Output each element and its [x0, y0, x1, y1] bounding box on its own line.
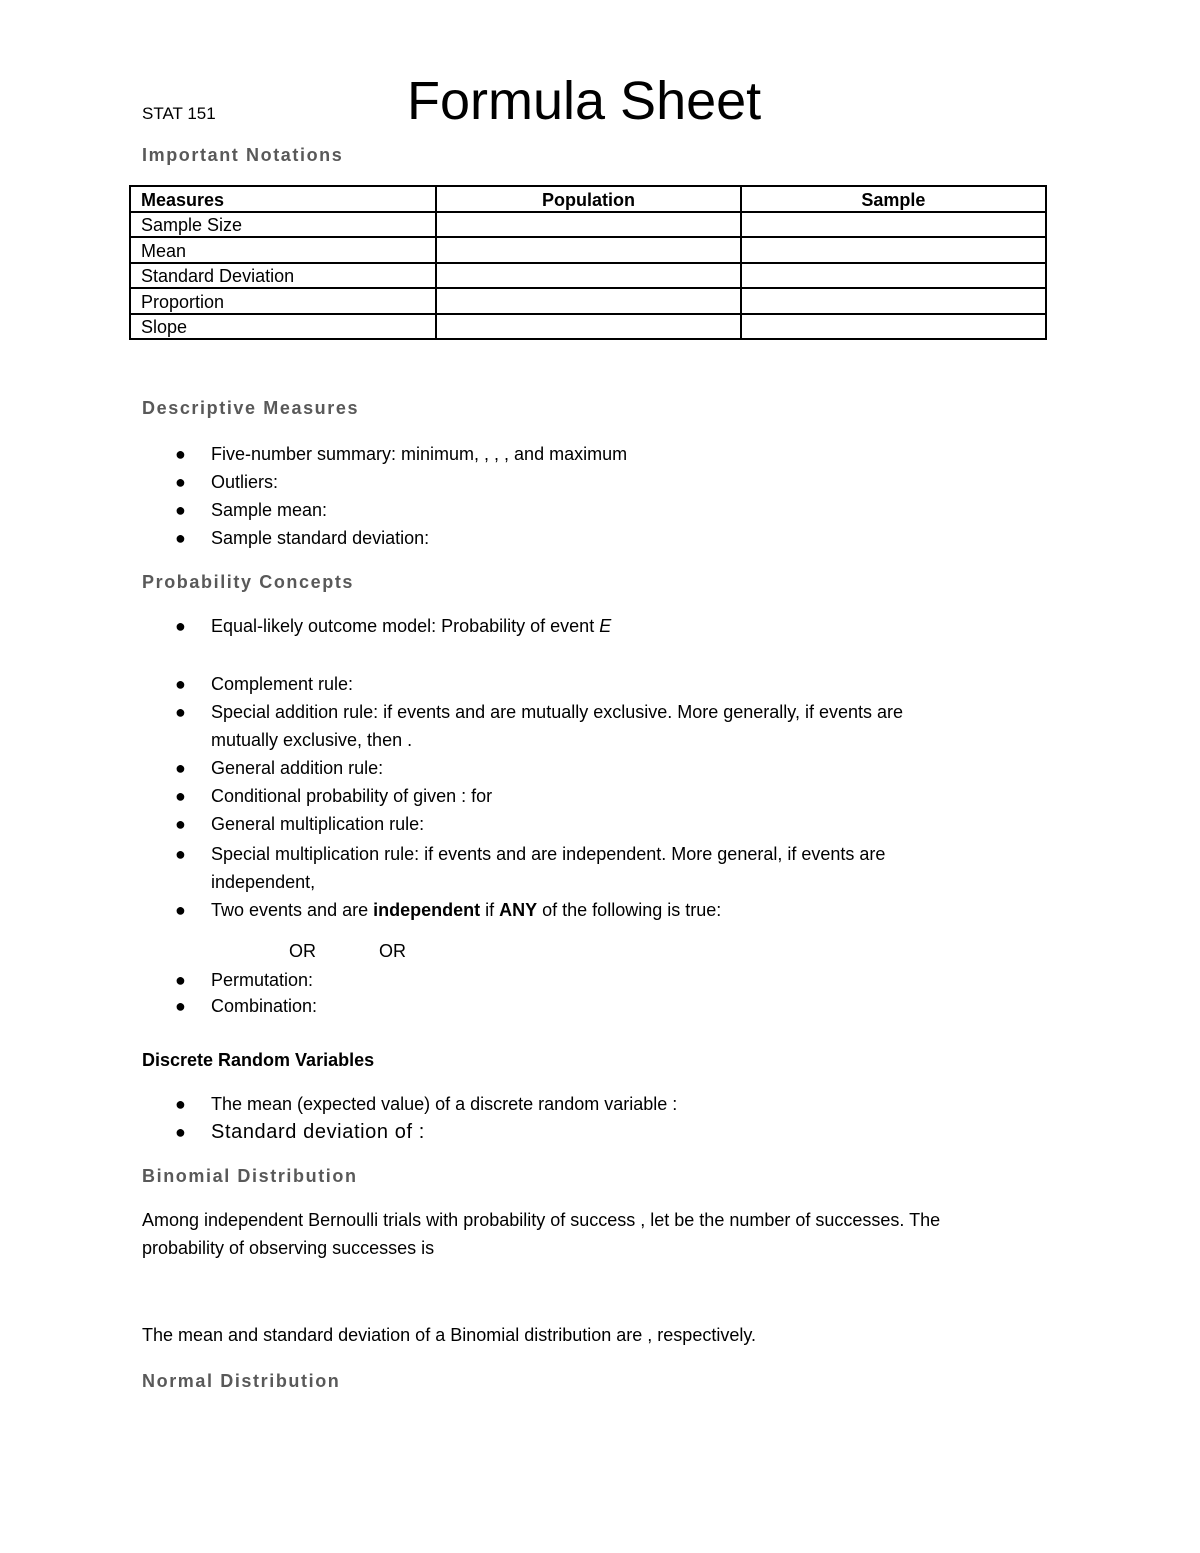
list-item [175, 782, 493, 810]
table-row [130, 237, 1046, 263]
row-label: Slope [130, 314, 436, 340]
list-item-continuation: mutually exclusive, then . [211, 730, 413, 750]
list-item-text: Combination: [211, 996, 318, 1016]
bullet-icon: ● [175, 758, 186, 778]
equal-likely-text: Equal-likely outcome model: Probability of event [211, 616, 600, 636]
bullet-icon: ● [175, 674, 186, 694]
table-cell [741, 314, 1046, 340]
bullet-icon: ● [175, 1094, 186, 1114]
row-label: Mean [130, 237, 436, 263]
bullet-icon: ● [175, 702, 186, 722]
list-item-text: Complement rule: [211, 674, 354, 694]
list-item [175, 698, 904, 726]
two-events-text: if [480, 900, 500, 920]
list-item [175, 896, 722, 924]
or-label: OR [289, 941, 316, 961]
table-cell [741, 212, 1046, 238]
list-item [175, 810, 425, 838]
discrete-heading: Discrete Random Variables [142, 1050, 375, 1070]
binomial-paragraph: probability of observing successes is [142, 1238, 435, 1258]
bullet-icon: ● [175, 472, 186, 492]
list-item [175, 670, 354, 698]
bullet-icon: ● [175, 970, 186, 990]
list-item-text [211, 896, 721, 924]
table-row [130, 212, 1046, 238]
list-item-text: Outliers: [211, 472, 279, 492]
list-item-text: Special addition rule: if events and are mutually exclusive. More generally, if events are [211, 702, 904, 722]
binomial-heading: Binomial Distribution [142, 1166, 358, 1186]
course-code: STAT 151 [142, 104, 216, 123]
table-cell [436, 288, 740, 314]
two-events-text: Two events and are [211, 900, 374, 920]
column-header: Measures [130, 186, 436, 212]
table-cell [436, 263, 740, 289]
list-item-text: Conditional probability of given : for [211, 786, 493, 806]
table-cell [741, 263, 1046, 289]
list-item-continuation: independent, [211, 872, 316, 892]
list-item [175, 524, 430, 552]
row-label: Sample Size [130, 212, 436, 238]
binomial-paragraph: The mean and standard deviation of a Binomial distribution are , respectively. [142, 1325, 757, 1345]
column-header: Sample [741, 186, 1046, 212]
bullet-icon: ● [175, 814, 186, 834]
two-events-bold: independent [373, 900, 481, 920]
normal-heading: Normal Distribution [142, 1371, 341, 1391]
descriptive-heading: Descriptive Measures [142, 398, 360, 418]
list-item-text: Sample standard deviation: [211, 528, 430, 548]
list-item [175, 992, 318, 1020]
table-row [130, 288, 1046, 314]
list-item [175, 496, 328, 524]
list-item-text: Permutation: [211, 970, 314, 990]
bullet-icon: ● [175, 900, 186, 920]
table-cell [741, 288, 1046, 314]
table-cell [436, 212, 740, 238]
or-label: OR [379, 941, 406, 961]
table-cell [741, 237, 1046, 263]
bullet-icon: ● [175, 844, 186, 864]
table-header-row [130, 186, 1046, 212]
two-events-bold: ANY [499, 900, 538, 920]
row-label: Proportion [130, 288, 436, 314]
notations-table [129, 185, 1047, 340]
list-item-text: Standard deviation of : [211, 1121, 425, 1143]
list-item [175, 966, 314, 994]
table-row [130, 263, 1046, 289]
bullet-icon: ● [175, 1122, 186, 1142]
notations-heading: Important Notations [142, 145, 344, 165]
list-item-text: General addition rule: [211, 758, 384, 778]
table-cell [436, 314, 740, 340]
probability-heading: Probability Concepts [142, 572, 355, 592]
table-cell [436, 237, 740, 263]
list-item-text [211, 612, 611, 640]
list-item [175, 440, 628, 468]
list-item-text: Five-number summary: minimum, , , , and maximum [211, 444, 628, 464]
bullet-icon: ● [175, 996, 186, 1016]
bullet-icon: ● [175, 786, 186, 806]
list-item [175, 468, 279, 496]
bullet-icon: ● [175, 528, 186, 548]
list-item [175, 612, 612, 640]
column-header: Population [436, 186, 740, 212]
list-item-text: General multiplication rule: [211, 814, 425, 834]
event-symbol: E [599, 616, 612, 636]
page-title: Formula Sheet [407, 71, 762, 131]
table-row [130, 314, 1046, 340]
bullet-icon: ● [175, 616, 186, 636]
two-events-text: of the following is true: [537, 900, 722, 920]
row-label: Standard Deviation [130, 263, 436, 289]
bullet-icon: ● [175, 500, 186, 520]
list-item-text: Sample mean: [211, 500, 328, 520]
bullet-icon: ● [175, 444, 186, 464]
list-item [175, 1118, 425, 1146]
list-item [175, 840, 886, 868]
list-item-text: The mean (expected value) of a discrete random variable : [211, 1094, 678, 1114]
list-item [175, 1090, 678, 1118]
list-item-text: Special multiplication rule: if events and are independent. More general, if events are [211, 844, 886, 864]
list-item [175, 754, 384, 782]
binomial-paragraph: Among independent Bernoulli trials with probability of success , let be the number of successes. The [142, 1210, 941, 1230]
